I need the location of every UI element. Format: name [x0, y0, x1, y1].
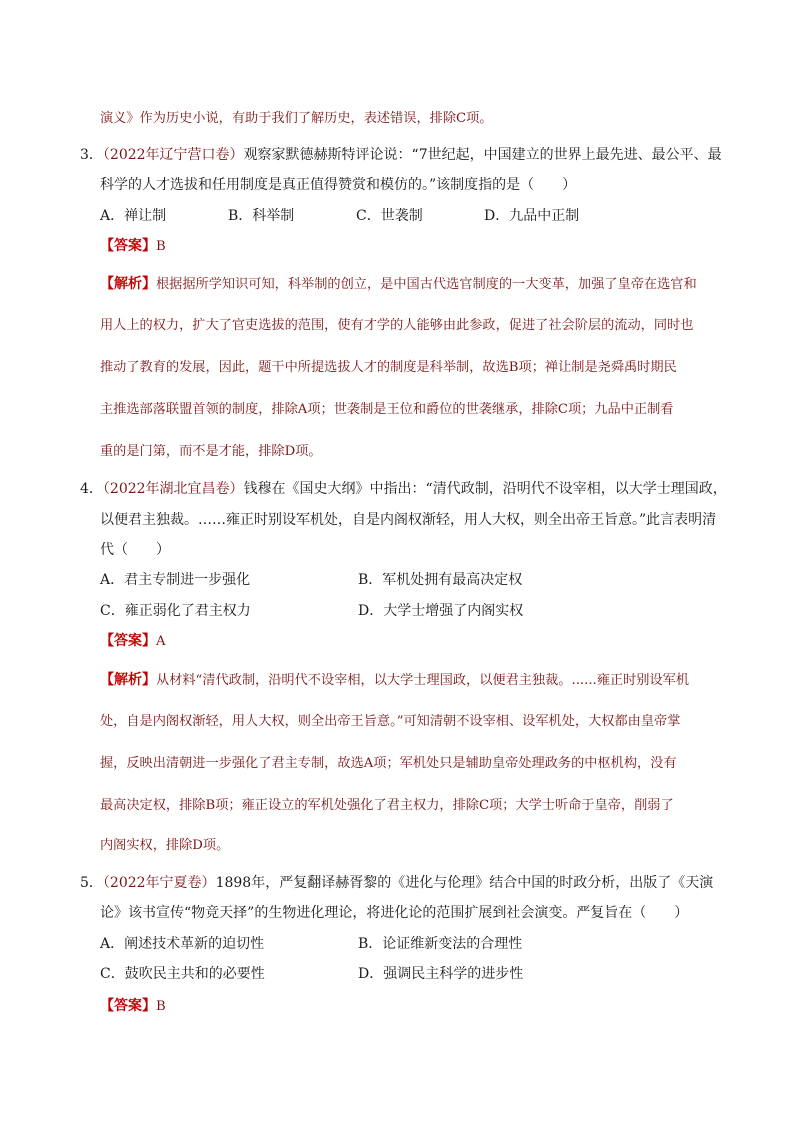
q4-stem-line-1: [80, 479, 727, 499]
q3-analysis-line-3: 推动了教育的发展，因此，题干中所提选拔人才的制度是科举制，故选B项；禅让制是尧舜禹时期民: [100, 360, 677, 375]
q5-number: 5．: [80, 875, 103, 891]
q4-option-b: B．军机处拥有最高决定权: [358, 572, 523, 588]
q4-option-d: D．大学士增强了内阁实权: [358, 603, 524, 619]
q5-answer: 【答案】B: [100, 998, 166, 1014]
q3-stem-line-2: 科学的人才选拔和任用制度是真正值得赞赏和模仿的。”该制度指的是（ ）: [100, 177, 577, 193]
q5-option-b: B．论证维新变法的合理性: [358, 936, 523, 952]
q4-analysis-line-3: 握，反映出清朝进一步强化了君主专制，故选A项；军机处只是辅助皇帝处理政务的中枢机构，没有: [100, 756, 677, 771]
q5-stem-line-1: [80, 873, 713, 893]
q3-option-c: C．世袭制: [356, 208, 423, 224]
q3-source: （2022年辽宁营口卷）: [102, 147, 244, 163]
q4-analysis-line-2: 处，自是内阁权渐轻，用人大权，则全出帝王旨意。”可知清朝不设宰相、设军机处，大权都由皇帝掌: [100, 714, 681, 729]
q3-analysis-line-4: 主推选部落联盟首领的制度，排除A项；世袭制是王位和爵位的世袭继承，排除C项；九品中正制看: [100, 402, 674, 417]
q5-option-d: D．强调民主科学的进步性: [358, 966, 524, 982]
q4-stem-text-1: 钱穆在《国史大纲》中指出：“清代政制，沿明代不设宰相，以大学士理国政，: [243, 481, 727, 497]
q4-source: （2022年湖北宜昌卷）: [102, 481, 244, 497]
previous-analysis-tail: 演义》作为历史小说，有助于我们了解历史，表述错误，排除C项。: [100, 111, 493, 126]
q5-option-a: A．阐述技术革新的迫切性: [100, 936, 265, 952]
q3-analysis-line-2: 用人上的权力，扩大了官吏选拔的范围，使有才学的人能够由此参政，促进了社会阶层的流动，同时也: [100, 318, 694, 333]
q3-option-b: B．科举制: [228, 208, 295, 224]
q4-analysis-line-5: 内阁实权，排除D项。: [100, 838, 230, 853]
q5-option-c: C．鼓吹民主共和的必要性: [100, 966, 265, 982]
q4-analysis-line-1: 【解析】从材料“清代政制，沿明代不设宰相，以大学士理国政，以便君主独裁。......雍正时别设军机: [100, 672, 690, 688]
q5-source: （2022年宁夏卷）: [102, 875, 216, 891]
q3-option-a: A．禅让制: [100, 208, 167, 224]
q4-analysis-line-4: 最高决定权，排除B项；雍正设立的军机处强化了君主权力，排除C项；大学士听命于皇帝，削弱了: [100, 798, 674, 813]
q4-option-a: A．君主专制进一步强化: [100, 572, 251, 588]
q3-stem-line-1: [80, 145, 722, 165]
q3-stem-text-1: 观察家默德赫斯特评论说：“7世纪起，中国建立的世界上最先进、最公平、最: [243, 147, 722, 163]
q3-analysis-line-5: 重的是门第，而不是才能，排除D项。: [100, 444, 322, 459]
q4-stem-line-3: 代（ ）: [100, 542, 170, 558]
q3-number: 3．: [80, 147, 103, 163]
q4-answer: 【答案】A: [100, 633, 166, 649]
q4-stem-line-2: 以便君主独裁。……雍正时别设军机处，自是内阁权渐轻，用人大权，则全出帝王旨意。”此言表明清: [100, 512, 717, 528]
q3-option-d: D．九品中正制: [484, 208, 580, 224]
q4-number: 4．: [80, 481, 103, 497]
q3-answer: 【答案】B: [100, 238, 166, 254]
q3-analysis-line-1: 【解析】根据据所学知识可知，科举制的创立，是中国古代选官制度的一大变革，加强了皇帝在选官和: [100, 276, 697, 292]
q5-stem-line-2: 论》该书宣传“物竞天择”的生物进化理论，将进化论的范围扩展到社会演变。严复旨在（ ）: [100, 905, 689, 921]
q4-option-c: C．雍正弱化了君主权力: [100, 603, 251, 619]
q5-stem-text-1: 1898年，严复翻译赫胥黎的《进化与伦理》结合中国的时政分析，出版了《天演: [215, 875, 714, 891]
